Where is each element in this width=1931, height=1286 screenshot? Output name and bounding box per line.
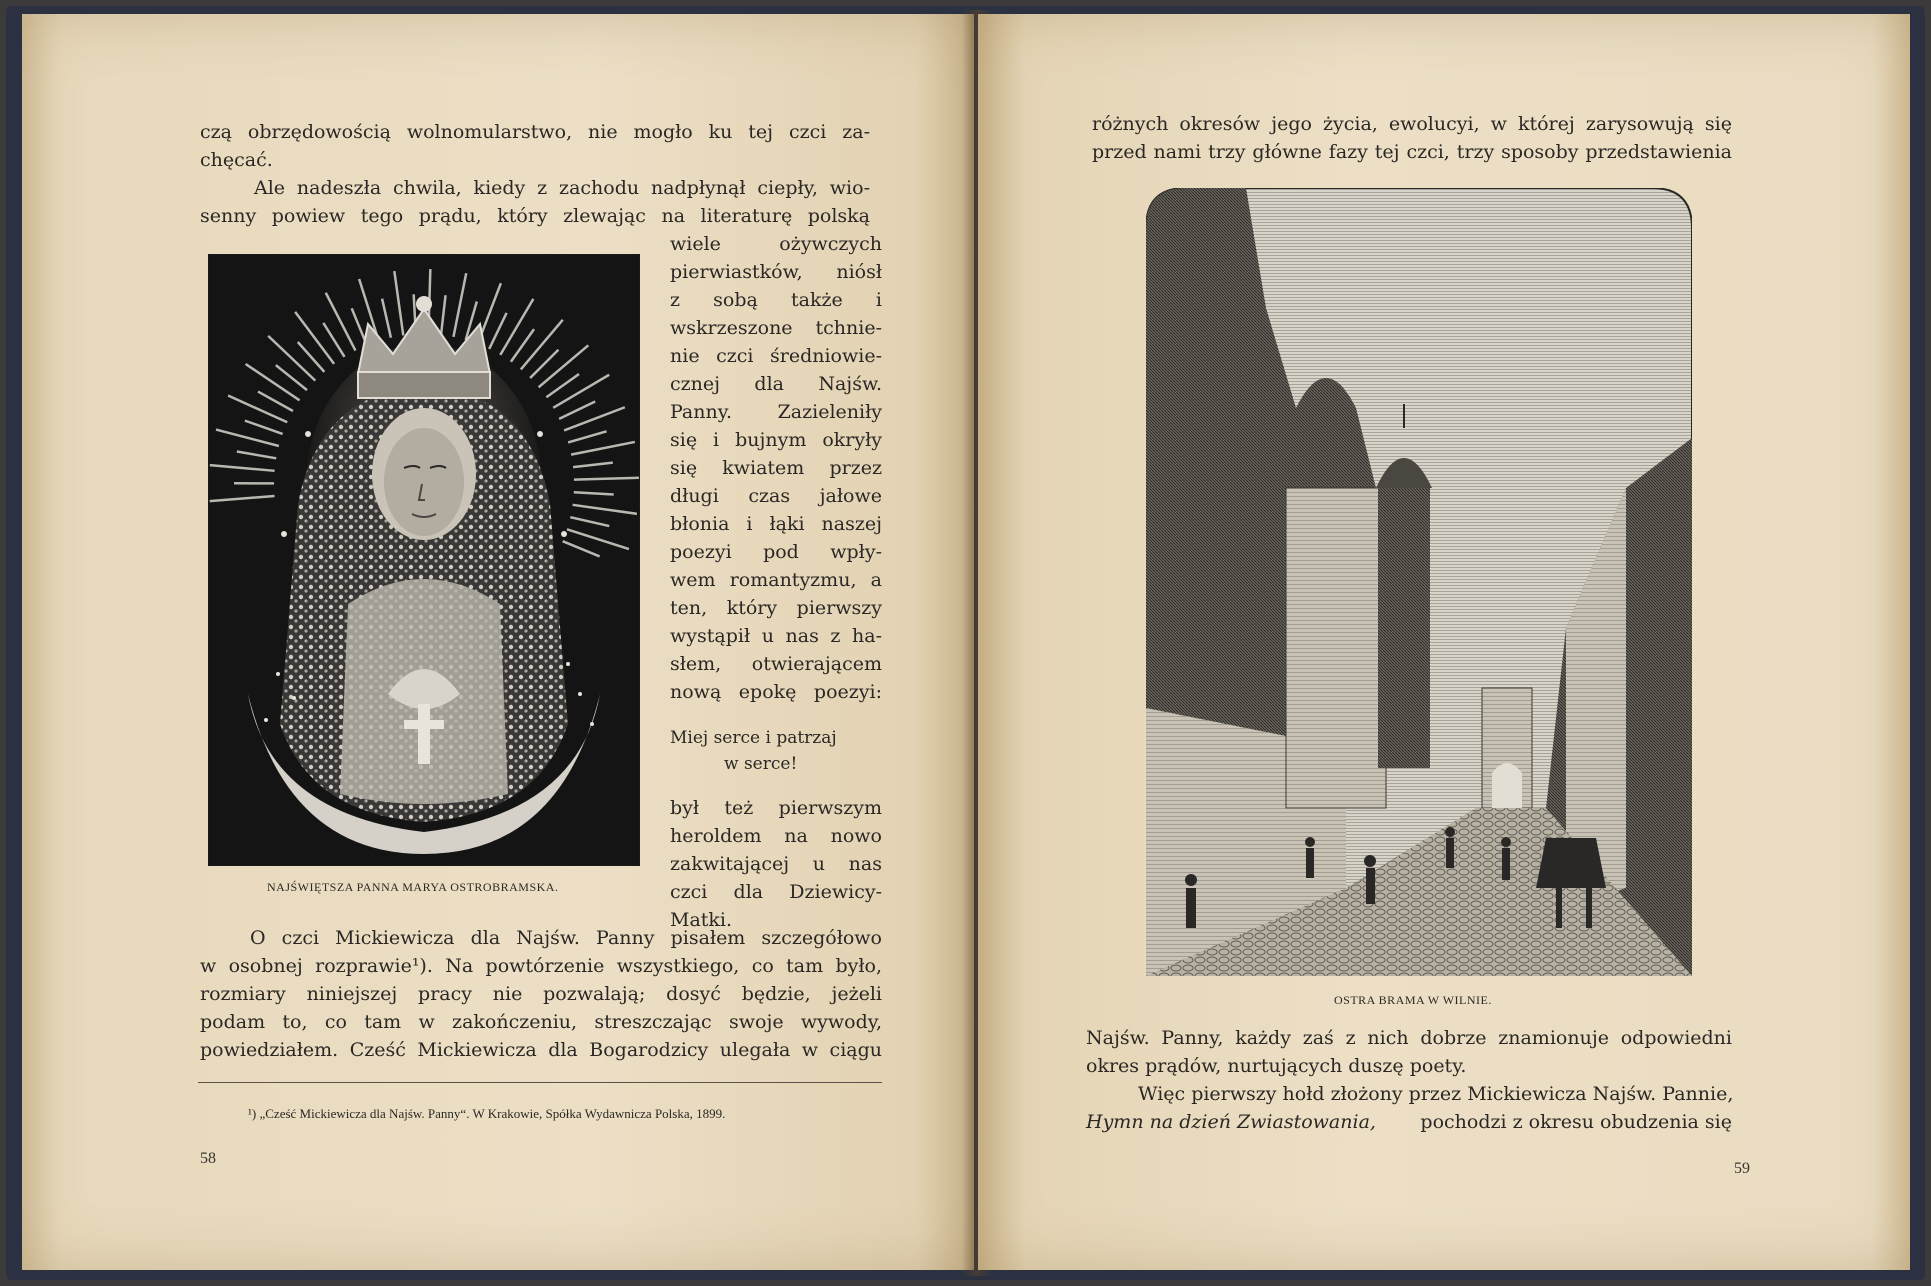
street-engraving-icon	[1146, 188, 1692, 976]
quote-line-1: Miej serce i patrzaj	[670, 728, 837, 748]
side-line: Panny. Zazieleniły	[670, 401, 882, 423]
side-line: cznej dla Najśw.	[670, 373, 882, 395]
side-line: wem romantyzmu, a	[670, 569, 882, 591]
side-line-2: czci dla Dziewicy-	[670, 881, 882, 903]
footnote-rule	[198, 1082, 882, 1083]
right-bottom-line: okres prądów, nurtujących duszę poety.	[1086, 1055, 1467, 1077]
right-figure-caption: OSTRA BRAMA W WILNIE.	[1334, 993, 1492, 1007]
side-line-2: był też pierwszym	[670, 797, 882, 819]
side-line: błonia i łąki naszej	[670, 513, 882, 535]
right-bottom-line: Najśw. Panny, każdy zaś z nich dobrze znamionuje odpowiedni	[1086, 1027, 1732, 1049]
ostra-brama-figure	[1146, 188, 1692, 976]
side-line: ten, który pierwszy	[670, 597, 882, 619]
right-page	[978, 14, 1910, 1270]
left-line-1: czą obrzędowością wolnomularstwo, nie mogło ku tej czci za-	[200, 121, 870, 143]
left-line-3: Ale nadeszła chwila, kiedy z zachodu nadpłynął ciepły, wio-	[254, 177, 870, 199]
left-bottom-line: O czci Mickiewicza dla Najśw. Panny pisałem szczegółowo	[250, 927, 882, 949]
side-line: się i bujnym okryły	[670, 429, 882, 451]
side-line: poezyi pod wpły-	[670, 541, 882, 563]
footnote: ¹) „Cześć Mickiewicza dla Najśw. Panny“. W Krakowie, Spółka Wydawnicza Polska, 1899.	[248, 1106, 726, 1121]
left-line-4: senny powiew tego prądu, który zlewając na literaturę polską	[200, 205, 870, 227]
left-page-number: 58	[200, 1150, 216, 1167]
side-line-2: heroldem na nowo	[670, 825, 882, 847]
quote-line-2: w serce!	[724, 754, 798, 774]
left-bottom-line: podam to, co tam w zakończeniu, streszczając swoje wywody,	[200, 1011, 882, 1033]
side-line: długi czas jałowe	[670, 485, 882, 507]
side-line: z sobą także i	[670, 289, 882, 311]
side-line: nie czci średniowie-	[670, 345, 882, 367]
madonna-figure	[208, 254, 640, 866]
side-line: pierwiastków, niósł	[670, 261, 882, 283]
right-last-line-rest: pochodzi z okresu obudzenia się	[1420, 1111, 1732, 1133]
side-line: się kwiatem przez	[670, 457, 882, 479]
right-line-2: przed nami trzy główne fazy tej czci, trzy sposoby przedstawienia	[1092, 141, 1732, 163]
side-line-2: Matki.	[670, 909, 733, 931]
right-last-line	[1086, 1108, 1732, 1136]
side-line: słem, otwierającem	[670, 653, 882, 675]
left-bottom-line: rozmiary niniejszej pracy nie pozwalają; dosyć będzie, jeżeli	[200, 983, 882, 1005]
side-line: wystąpił u nas z ha-	[670, 625, 882, 647]
left-bottom-line: powiedziałem. Cześć Mickiewicza dla Bogarodzicy ulegała w ciągu	[200, 1039, 882, 1061]
side-line-2: zakwitającej u nas	[670, 853, 882, 875]
hymn-title: Hymn na dzień Zwiastowania,	[1086, 1111, 1376, 1133]
madonna-engraving-icon	[208, 254, 640, 866]
left-line-2: chęcać.	[200, 149, 273, 171]
right-page-number: 59	[1734, 1160, 1750, 1177]
side-line: wskrzeszone tchnie-	[670, 317, 882, 339]
right-line-1: różnych okresów jego życia, ewolucyi, w której zarysowują się	[1092, 113, 1732, 135]
left-page	[22, 14, 974, 1270]
left-figure-caption: NAJŚWIĘTSZA PANNA MARYA OSTROBRAMSKA.	[267, 880, 559, 894]
left-bottom-line: w osobnej rozprawie¹). Na powtórzenie wszystkiego, co tam było,	[200, 955, 882, 977]
side-line: nową epokę poezyi:	[670, 681, 882, 703]
side-line: wiele ożywczych	[670, 233, 882, 255]
right-para-line: Więc pierwszy hołd złożony przez Mickiewicza Najśw. Pannie,	[1138, 1083, 1734, 1105]
